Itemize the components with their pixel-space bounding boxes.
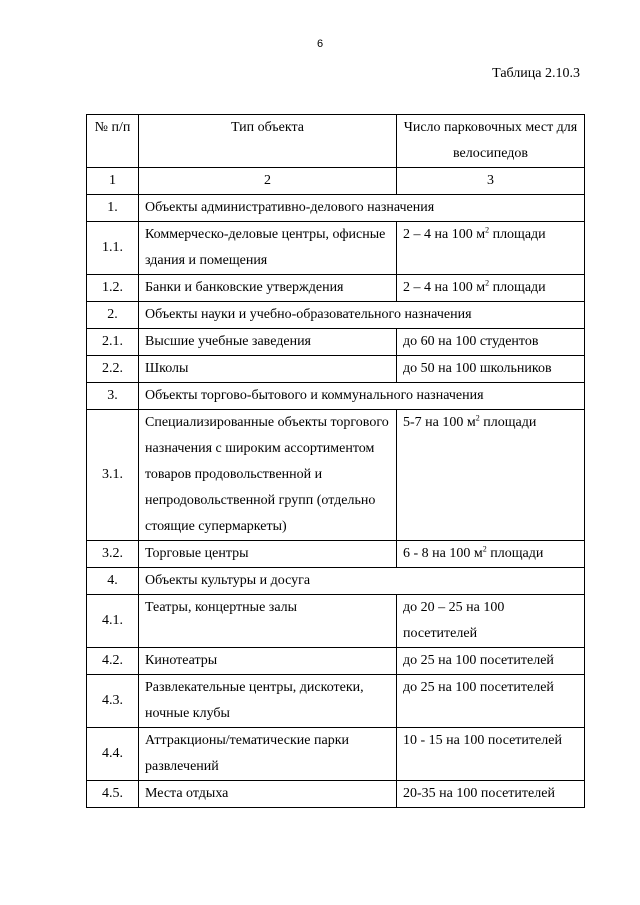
header-num: № п/п — [87, 115, 139, 168]
page-number: 6 — [316, 38, 324, 50]
object-type: Банки и банковские утверждения — [139, 275, 397, 302]
object-type: Торговые центры — [139, 541, 397, 568]
section-title: Объекты науки и учебно-образовательного назначения — [139, 302, 585, 329]
parking-spaces-value: до 20 – 25 на 100 посетителей — [403, 600, 505, 641]
parking-spaces-value: 2 – 4 на 100 м — [403, 280, 486, 295]
table-body — [87, 195, 585, 808]
header-spaces: Число парковочных мест для велосипедов — [397, 115, 585, 168]
column-index-row — [87, 168, 585, 195]
object-type: Коммерческо-деловые центры, офисные здания и помещения — [139, 222, 397, 275]
parking-spaces — [397, 675, 585, 728]
header-type: Тип объекта — [139, 115, 397, 168]
parking-spaces-value: 10 - 15 на 100 посетителей — [403, 733, 562, 748]
parking-spaces — [397, 595, 585, 648]
table-row — [87, 356, 585, 383]
table-row — [87, 329, 585, 356]
row-number: 4.4. — [87, 728, 139, 781]
object-type: Кинотеатры — [139, 648, 397, 675]
table-row — [87, 275, 585, 302]
unit-exponent: 2 — [485, 278, 490, 288]
parking-spaces-value: до 25 на 100 посетителей — [403, 653, 554, 668]
section-row — [87, 383, 585, 410]
section-row — [87, 568, 585, 595]
parking-spaces-unit: площади — [489, 227, 546, 242]
parking-spaces — [397, 222, 585, 275]
parking-spaces — [397, 781, 585, 808]
parking-spaces-value: до 50 на 100 школьников — [403, 361, 552, 376]
table-row — [87, 728, 585, 781]
section-title: Объекты культуры и досуга — [139, 568, 585, 595]
row-number: 1. — [87, 195, 139, 222]
table-row — [87, 781, 585, 808]
row-number: 2.1. — [87, 329, 139, 356]
table-row — [87, 675, 585, 728]
unit-exponent: 2 — [482, 544, 487, 554]
section-title: Объекты административно-делового назначения — [139, 195, 585, 222]
parking-spaces — [397, 275, 585, 302]
parking-spaces-unit: площади — [479, 415, 537, 430]
parking-spaces-value: до 25 на 100 посетителей — [403, 680, 554, 695]
row-number: 1.1. — [87, 222, 139, 275]
parking-spaces — [397, 329, 585, 356]
row-number: 2.2. — [87, 356, 139, 383]
row-number: 4. — [87, 568, 139, 595]
table-row — [87, 541, 585, 568]
parking-spaces-unit: площади — [489, 280, 546, 295]
section-title: Объекты торгово-бытового и коммунального назначения — [139, 383, 585, 410]
parking-spaces-value: до 60 на 100 студентов — [403, 334, 539, 349]
object-type: Аттракционы/тематические парки развлечений — [139, 728, 397, 781]
parking-spaces — [397, 541, 585, 568]
column-index-2: 2 — [139, 168, 397, 195]
parking-table — [86, 114, 585, 808]
parking-spaces — [397, 356, 585, 383]
parking-spaces — [397, 410, 585, 541]
parking-spaces — [397, 648, 585, 675]
parking-spaces-value: 20-35 на 100 посетителей — [403, 786, 555, 801]
unit-exponent: 2 — [485, 225, 490, 235]
parking-spaces-value: 2 – 4 на 100 м — [403, 227, 486, 242]
parking-spaces-value: 5-7 на 100 м — [403, 415, 476, 430]
table-caption: Таблица 2.10.3 — [492, 66, 580, 81]
row-number: 3. — [87, 383, 139, 410]
column-index-3: 3 — [397, 168, 585, 195]
section-row — [87, 195, 585, 222]
table-row — [87, 410, 585, 541]
row-number: 4.2. — [87, 648, 139, 675]
table-row — [87, 595, 585, 648]
parking-spaces-value: 6 - 8 на 100 м — [403, 546, 483, 561]
column-index-1: 1 — [87, 168, 139, 195]
row-number: 4.1. — [87, 595, 139, 648]
table-row — [87, 222, 585, 275]
unit-exponent: 2 — [475, 413, 480, 423]
object-type: Места отдыха — [139, 781, 397, 808]
table-header-row — [87, 115, 585, 168]
section-row — [87, 302, 585, 329]
object-type: Театры, концертные залы — [139, 595, 397, 648]
row-number: 3.2. — [87, 541, 139, 568]
row-number: 4.3. — [87, 675, 139, 728]
object-type: Школы — [139, 356, 397, 383]
table-row — [87, 648, 585, 675]
row-number: 4.5. — [87, 781, 139, 808]
object-type: Развлекательные центры, дискотеки, ночные клубы — [139, 675, 397, 728]
row-number: 2. — [87, 302, 139, 329]
row-number: 1.2. — [87, 275, 139, 302]
parking-spaces-unit: площади — [486, 546, 544, 561]
object-type: Специализированные объекты торгового назначения с широким ассортиментом товаров продовольственной и непродовольственной групп (отдельно стоящие супермаркеты) — [139, 410, 397, 541]
object-type: Высшие учебные заведения — [139, 329, 397, 356]
row-number: 3.1. — [87, 410, 139, 541]
parking-spaces — [397, 728, 585, 781]
